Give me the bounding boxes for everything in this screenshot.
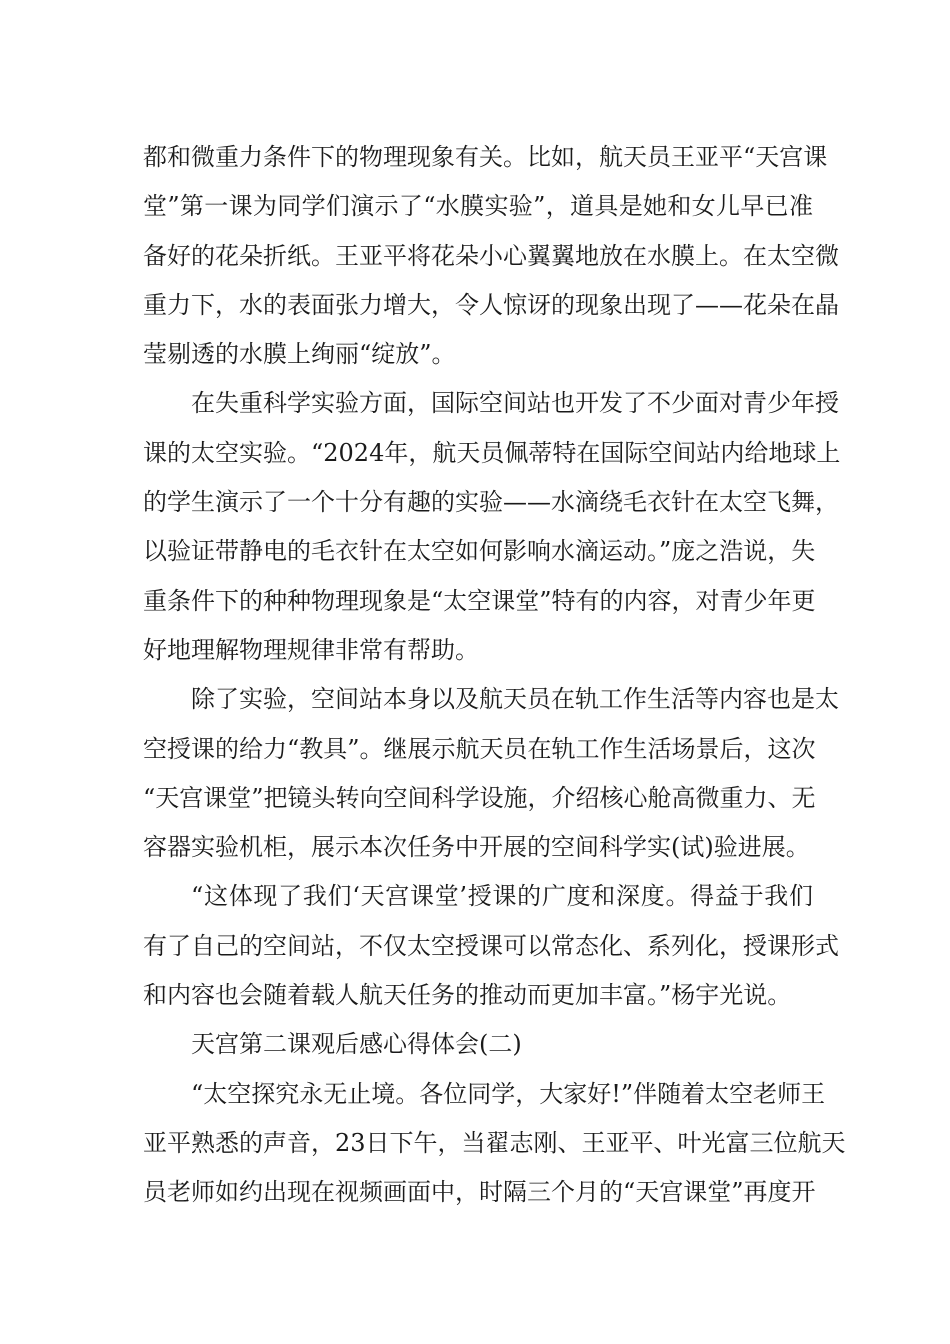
text-line: 堂”第一课为同学们演示了“水膜实验”，道具是她和女儿早已准 [143,192,813,221]
section-heading: 天宫第二课观后感心得体会(二) [191,1030,522,1059]
paragraph-start-line: “这体现了我们‘天宫课堂’授课的广度和深度。得益于我们 [191,882,813,911]
text-line: 员老师如约出现在视频画面中，时隔三个月的“天宫课堂”再度开 [143,1178,816,1207]
text-line: 亚平熟悉的声音，23日下午，当翟志刚、王亚平、叶光富三位航天 [143,1128,846,1157]
text-line: 课的太空实验。“2024年，航天员佩蒂特在国际空间站内给地球上 [143,438,841,467]
text-line: 有了自己的空间站，不仅太空授课可以常态化、系列化，授课形式 [143,931,839,960]
text-line: 和内容也会随着载人航天任务的推动而更加丰富。”杨宇光说。 [143,981,792,1010]
text-line: 好地理解物理规律非常有帮助。 [143,635,479,664]
text-line: 备好的花朵折纸。王亚平将花朵小心翼翼地放在水膜上。在太空微 [143,241,839,270]
text-line: 以验证带静电的毛衣针在太空如何影响水滴运动。”庞之浩说，失 [143,537,816,566]
text-line: 莹剔透的水膜上绚丽“绽放”。 [143,340,456,369]
paragraph-start-line: “太空探究永无止境。各位同学，大家好!”伴随着太空老师王 [191,1079,826,1108]
text-line: 空授课的给力“教具”。继展示航天员在轨工作生活场景后，这次 [143,734,816,763]
text-line: “天宫课堂”把镜头转向空间科学设施，介绍核心舱高微重力、无 [143,783,816,812]
text-line: 重力下，水的表面张力增大，令人惊讶的现象出现了——花朵在晶 [143,290,839,319]
text-line: 的学生演示了一个十分有趣的实验——水滴绕毛衣针在太空飞舞， [143,488,839,517]
text-line: 容器实验机柜，展示本次任务中开展的空间科学实(试)验进展。 [143,833,810,862]
body-text [143,133,846,1218]
paragraph-start-line: 除了实验，空间站本身以及航天员在轨工作生活等内容也是太 [191,685,839,714]
text-line: 重条件下的种种物理现象是“太空课堂”特有的内容，对青少年更 [143,586,816,615]
paragraph-start-line: 在失重科学实验方面，国际空间站也开发了不少面对青少年授 [191,389,839,418]
text-line: 都和微重力条件下的物理现象有关。比如，航天员王亚平“天宫课 [143,143,828,171]
